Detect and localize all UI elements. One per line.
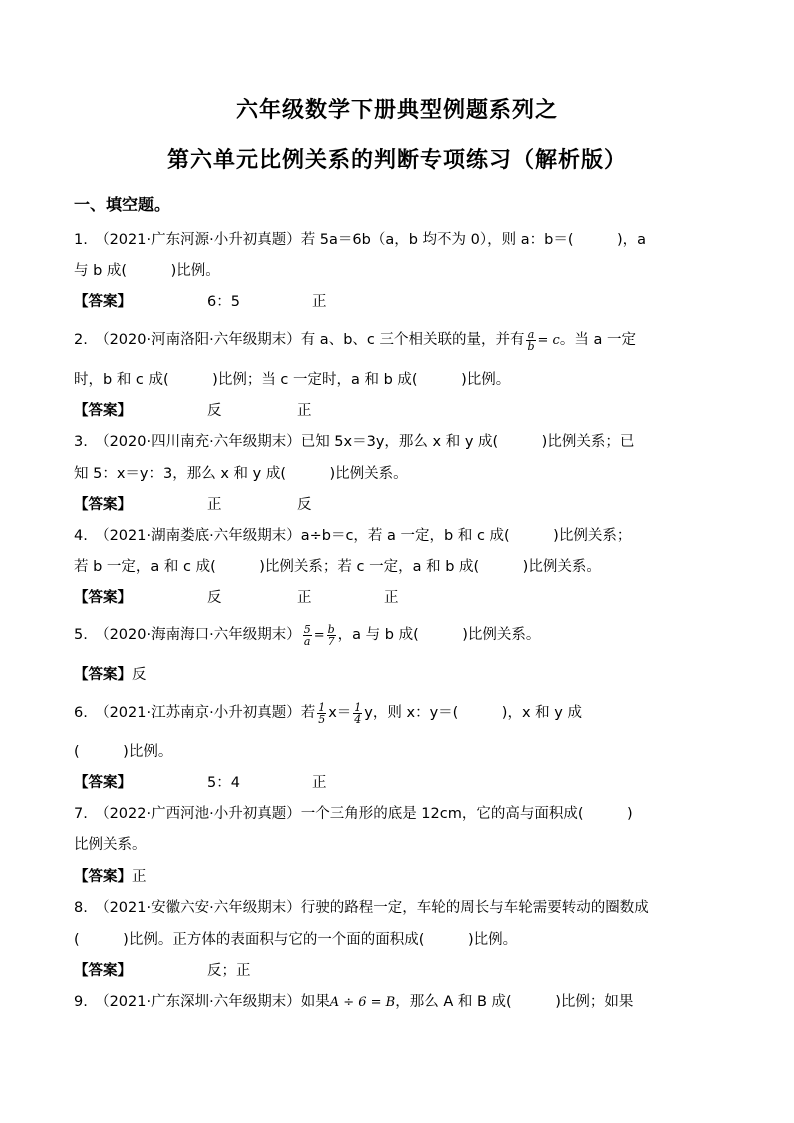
- fraction-a-over-b: $\frac{a}{b}$: [527, 327, 535, 353]
- answer-label: 【答案】: [74, 294, 132, 310]
- question-6-line-1: 6. （2021·江苏南京·小升初真题）若 $\frac{1}{5}$ x＝ $\frac{1}{4}$ y，则 x：y＝( )，x 和 y 成: [74, 700, 582, 726]
- answer-label: 【答案】: [74, 963, 132, 979]
- answer-label: 【答案】: [74, 775, 132, 791]
- question-8-line-2: ( )比例。正方体的表面积与它的一个面的面积成( )比例。: [74, 932, 518, 948]
- question-7-line-1: 7. （2022·广西河池·小升初真题）一个三角形的底是 12cm，它的高与面积成( ): [74, 806, 633, 822]
- page-subtitle: 第六单元比例关系的判断专项练习（解析版）: [166, 148, 627, 173]
- page-title: 六年级数学下册典型例题系列之: [235, 98, 558, 123]
- question-1-line-1: 1. （2021·广东河源·小升初真题）若 5a＝6b（a，b 均不为 0），则 a：b＝( )，a: [74, 232, 647, 248]
- question-2-line-2: 时，b 和 c 成( )比例；当 c 一定时，a 和 b 成( )比例。: [74, 372, 511, 388]
- question-8-line-1: 8. （2021·安徽六安·六年级期末）行驶的路程一定，车轮的周长与车轮需要转动的圈数成: [74, 900, 649, 916]
- section-heading: 一、填空题。: [74, 195, 171, 214]
- question-1-line-2: 与 b 成( )比例。: [74, 263, 220, 279]
- fraction-5-over-a: $\frac{5}{a}$: [303, 622, 311, 648]
- question-4-line-1: 4. （2021·湖南娄底·六年级期末）a÷b＝c，若 a 一定，b 和 c 成( )比例关系；: [74, 528, 632, 544]
- answer-4-2: 正: [297, 590, 312, 606]
- answer-3-1: 正: [207, 497, 222, 513]
- question-4-line-2: 若 b 一定，a 和 c 成( )比例关系；若 c 一定，a 和 b 成( )比例关系。: [74, 559, 601, 575]
- question-3-line-2: 知 5：x＝y：3，那么 x 和 y 成( )比例关系。: [74, 466, 408, 482]
- answer-3-2: 反: [297, 497, 312, 513]
- answer-4-3: 正: [384, 590, 399, 606]
- answer-label: 【答案】: [74, 590, 132, 606]
- answer-7: 【答案】正: [74, 869, 147, 885]
- answer-2-1: 反: [207, 403, 222, 419]
- question-9-line-1: 9. （2021·广东深圳·六年级期末）如果A ÷ 6 = B，那么 A 和 B 成( )比例；如果: [74, 994, 634, 1010]
- answer-6-1: 5：4: [207, 775, 240, 791]
- answer-2-2: 正: [297, 403, 312, 419]
- answer-label: 【答案】: [74, 497, 132, 513]
- answer-6-2: 正: [312, 775, 327, 791]
- math-expression: A ÷ 6 = B: [329, 995, 396, 1010]
- fraction-1-over-5: $\frac{1}{5}$: [318, 700, 326, 726]
- answer-1-2: 正: [312, 294, 327, 310]
- fraction-1-over-4: $\frac{1}{4}$: [354, 700, 362, 726]
- question-6-line-2: ( )比例。: [74, 744, 173, 760]
- fraction-b-over-7: $\frac{b}{7}$: [327, 622, 335, 648]
- question-5-line-1: 5. （2020·海南海口·六年级期末） $\frac{5}{a}$ = $\frac{b}{7}$ ，a 与 b 成( )比例关系。: [74, 622, 541, 648]
- answer-5: 【答案】反: [74, 667, 147, 683]
- answer-1-1: 6：5: [207, 294, 240, 310]
- answer-8-1: 反；正: [207, 963, 251, 979]
- question-2-line-1: 2. （2020·河南洛阳·六年级期末）有 a、b、c 三个相关联的量，并有 $\frac{a}{b}$ = c。当 a 一定: [74, 327, 636, 353]
- answer-4-1: 反: [207, 590, 222, 606]
- question-7-line-2: 比例关系。: [74, 837, 147, 853]
- question-3-line-1: 3. （2020·四川南充·六年级期末）已知 5x＝3y，那么 x 和 y 成( )比例关系；已: [74, 434, 635, 450]
- answer-label: 【答案】: [74, 403, 132, 419]
